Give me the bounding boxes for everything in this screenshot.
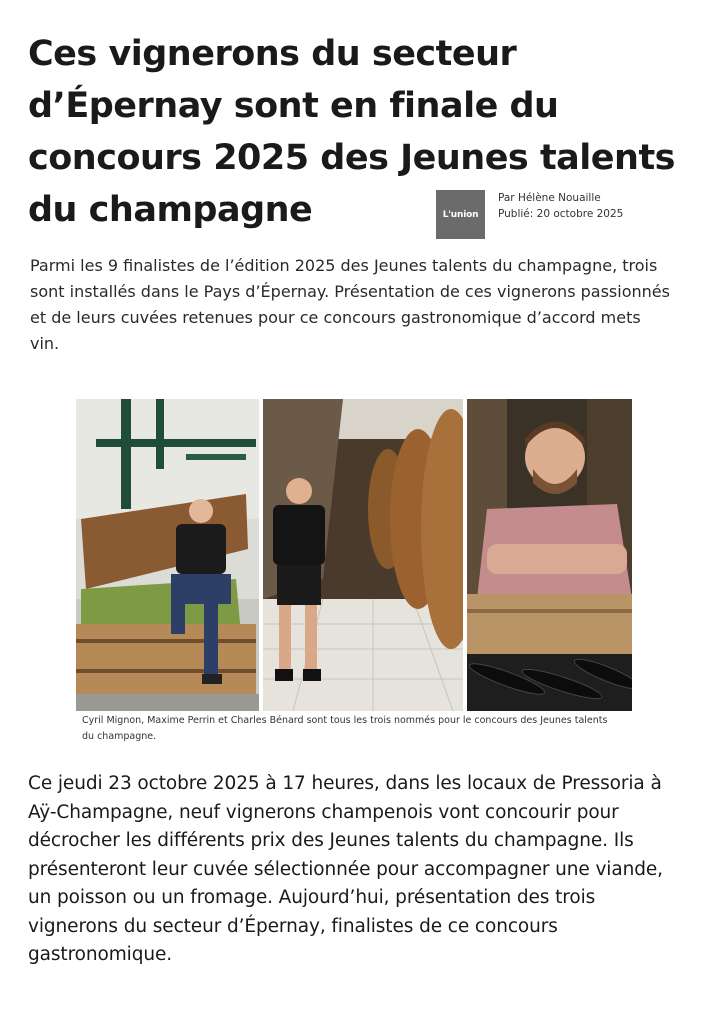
- byline: [436, 190, 623, 240]
- photo-cyril-mignon: [76, 399, 259, 711]
- article-headline: Ces vignerons du secteur d’Épernay sont en finale du concours 2025 des Jeunes talents du champagne: [28, 34, 676, 230]
- photo-caption: Cyril Mignon, Maxime Perrin et Charles Bénard sont tous les trois nommés pour le concours des Jeunes talents du champagne.: [82, 715, 608, 742]
- article-body: Ce jeudi 23 octobre 2025 à 17 heures, dans les locaux de Pressoria à Aÿ-Champagne, neuf vignerons champenois vont concourir pour décrocher les différents prix des Jeunes talents du champagne. Ils présenteront leur cuvée sélectionnée pour accompagner une viande, un poisson ou un fromage. Aujourd’hui, présentation des trois vignerons du secteur d’Épernay, finalistes de ce concours gastronomique.: [28, 773, 663, 965]
- author-name: Par Hélène Nouaille: [498, 192, 601, 204]
- photo-charles-benard: [467, 399, 632, 711]
- photo-maxime-perrin: [263, 399, 463, 711]
- photo-strip: [76, 399, 632, 711]
- publisher-logo: L'union: [436, 190, 485, 239]
- byline-text: [498, 190, 623, 222]
- article-lead: Parmi les 9 finalistes de l’édition 2025 des Jeunes talents du champagne, trois sont installés dans le Pays d’Épernay. Présentation de ces vignerons passionnés et de leurs cuvées retenues pour ce concours gastronomique d’accord mets vin.: [30, 256, 670, 353]
- publish-date: Publié: 20 octobre 2025: [498, 208, 624, 220]
